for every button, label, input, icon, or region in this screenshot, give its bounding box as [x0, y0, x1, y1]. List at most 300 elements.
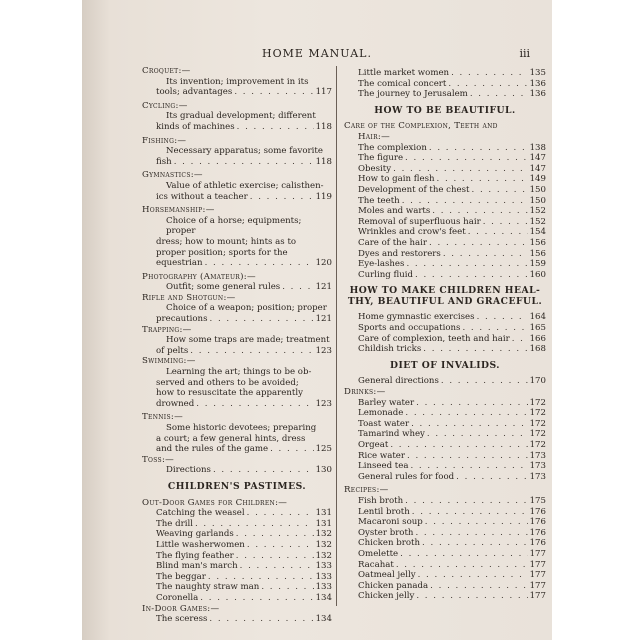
entry-page: 173 — [529, 450, 546, 461]
entry-text: Oatmeal jelly — [358, 570, 416, 581]
toc-entry — [344, 79, 546, 90]
toc-section-tennis — [142, 412, 332, 454]
entry-page: 131 — [315, 508, 332, 519]
indoor-games-list — [142, 614, 332, 625]
leader-dots — [416, 398, 527, 409]
entry-text: The drill — [156, 518, 193, 529]
toc-entry — [344, 312, 546, 323]
leader-dots — [448, 79, 527, 90]
leader-dots — [213, 465, 314, 476]
leader-dots — [443, 249, 528, 260]
entry-page: 118 — [315, 121, 332, 132]
entry-page: 132 — [315, 529, 332, 540]
toc-entry — [142, 444, 332, 455]
entry-text: Chicken broth — [358, 538, 421, 549]
toc-entry — [344, 461, 546, 472]
leader-dots — [234, 87, 313, 98]
entry-text: Directions — [166, 465, 211, 476]
leader-dots — [236, 551, 314, 562]
entry-text: Catching the weasel — [156, 508, 245, 519]
recipes-list — [344, 496, 546, 602]
leader-dots — [415, 270, 528, 281]
leader-dots — [441, 376, 528, 387]
leader-dots — [512, 334, 528, 345]
leader-dots — [425, 517, 528, 528]
entry-text: Wrinkles and crow's feet — [358, 227, 466, 238]
leader-dots — [422, 538, 528, 549]
entry-page: 177 — [529, 591, 546, 602]
entry-text: Care of the hair — [358, 237, 428, 248]
entry-page: 150 — [529, 195, 546, 206]
toc-section-cycling — [142, 101, 332, 133]
leader-dots — [418, 570, 528, 581]
subsection-label-drinks: Drinks:— — [344, 387, 386, 398]
entry-page: 160 — [529, 269, 546, 280]
entry-text: Necessary apparatus; some favorite — [166, 146, 323, 157]
toc-entry — [344, 517, 546, 528]
toc-entry — [344, 344, 546, 355]
entry-text: a court; a few general hints, dress — [156, 433, 306, 444]
toc-entry — [344, 549, 546, 560]
section-label: Toss:— — [142, 454, 175, 465]
section-label: Gymnastics:— — [142, 170, 203, 181]
toc-entry — [344, 560, 546, 571]
section-title-healthy-children-line1: HOW TO MAKE CHILDREN HEAL- — [349, 285, 541, 297]
section-label: Horsemanship:— — [142, 205, 215, 216]
entry-text: Fish broth — [358, 495, 404, 506]
toc-entry — [142, 593, 332, 604]
entry-text: Its gradual development; different — [166, 111, 316, 122]
entry-page: 117 — [315, 87, 332, 98]
leader-dots — [247, 508, 314, 519]
entry-page: 165 — [529, 323, 546, 334]
toc-entry — [142, 529, 332, 540]
leader-dots — [405, 496, 527, 507]
leader-dots — [416, 591, 527, 602]
book-page — [82, 0, 552, 640]
entry-text: ics without a teacher — [156, 191, 248, 202]
entry-page: 149 — [529, 174, 546, 185]
entry-text: dress; how to mount; hints as to — [156, 236, 297, 247]
entry-text: Lentil broth — [358, 506, 410, 517]
entry-text: Learning the art; things to be ob- — [166, 367, 312, 378]
toc-entry — [344, 334, 546, 345]
section-label: Trapping:— — [142, 324, 192, 335]
entry-page: 133 — [315, 582, 332, 593]
entry-text: The naughty straw man — [156, 582, 260, 593]
toc-entry — [344, 217, 546, 228]
leader-dots — [411, 419, 528, 430]
entry-page: 154 — [529, 227, 546, 238]
entry-page: 147 — [529, 163, 546, 174]
entry-page: 156 — [529, 248, 546, 259]
entry-text: The journey to Jerusalem — [358, 89, 468, 100]
toc-entry — [344, 451, 546, 462]
entry-page: 133 — [315, 561, 332, 572]
entry-text: Omelette — [358, 548, 399, 559]
entry-text: Outfit; some general rules — [166, 282, 281, 293]
entry-page: 166 — [529, 333, 546, 344]
entry-text: Chicken jelly — [358, 591, 415, 602]
leader-dots — [174, 157, 314, 168]
leader-dots — [405, 153, 528, 164]
toc-section-gymnastics — [142, 170, 332, 202]
toc-entry — [344, 440, 546, 451]
leader-dots — [407, 451, 528, 462]
entry-text: Orgeat — [358, 440, 389, 450]
toc-entry — [344, 153, 546, 164]
entry-text: The teeth — [358, 195, 400, 206]
entry-text: fish — [156, 156, 172, 167]
entry-text: Weaving garlands — [156, 529, 234, 540]
toc-entry — [344, 68, 546, 79]
entry-page: 176 — [529, 517, 546, 528]
leader-dots — [406, 259, 527, 270]
toc-entry — [344, 164, 546, 175]
leader-dots — [405, 408, 527, 419]
leader-dots — [400, 549, 527, 560]
entry-page: 152 — [529, 206, 546, 217]
toc-entry — [142, 122, 332, 133]
leader-dots — [282, 282, 313, 293]
entry-text: The complexion — [358, 142, 427, 153]
entry-text: Choice of a horse; equipments; proper — [166, 215, 302, 237]
section-label: Photography (Amateur):— — [142, 271, 256, 282]
leader-dots — [190, 346, 313, 357]
leader-dots — [470, 89, 528, 100]
entry-page: 121 — [315, 282, 332, 293]
leader-dots — [195, 519, 314, 530]
toc-entry — [142, 192, 332, 203]
section-label: Cycling:— — [142, 100, 188, 111]
leader-dots — [462, 323, 527, 334]
toc-entry — [142, 346, 332, 357]
entry-text: Chicken panada — [358, 580, 429, 591]
entry-page: 172 — [529, 397, 546, 408]
entry-text: kinds of machines — [156, 121, 235, 132]
entry-page: 120 — [315, 258, 332, 269]
entry-page: 131 — [315, 518, 332, 529]
entry-text: Curling fluid — [358, 269, 413, 280]
leader-dots — [250, 192, 314, 203]
subsection-label-outdoor: Out-Door Games for Children:— — [142, 497, 288, 508]
leader-dots — [393, 164, 527, 175]
entry-text: and the rules of the game — [156, 444, 269, 455]
section-label: Tennis:— — [142, 412, 183, 423]
entry-page: 170 — [529, 376, 546, 387]
toc-entry — [344, 538, 546, 549]
section-label: Croquet:— — [142, 66, 191, 76]
continued-games-list — [344, 68, 546, 100]
toc-entry — [344, 507, 546, 518]
leader-dots — [210, 314, 314, 325]
entry-page: 118 — [315, 156, 332, 167]
subsection-label-indoor: In-Door Games:— — [142, 603, 220, 614]
entry-page: 173 — [529, 461, 546, 472]
entry-text: Childish tricks — [358, 344, 422, 355]
entry-text: how to resuscitate the apparently — [156, 388, 303, 399]
entry-text: The flying feather — [156, 550, 234, 561]
entry-page: 134 — [315, 614, 332, 625]
toc-entry — [344, 143, 546, 154]
entry-page: 138 — [529, 142, 546, 153]
entry-page: 168 — [529, 344, 546, 355]
entry-text: General rules for food — [358, 471, 455, 482]
entry-page: 150 — [529, 184, 546, 195]
entry-text: Choice of a weapon; position; proper — [166, 303, 327, 314]
entry-page: 177 — [529, 580, 546, 591]
subsection-label-recipes: Recipes:— — [344, 485, 389, 496]
leader-dots — [477, 312, 528, 323]
entry-page: 119 — [315, 191, 332, 202]
entry-text: Racahat — [358, 559, 394, 570]
healthy-children-list — [344, 312, 546, 354]
leader-dots — [402, 196, 528, 207]
entry-page: 152 — [529, 216, 546, 227]
entry-page: 159 — [529, 259, 546, 270]
drinks-list — [344, 398, 546, 483]
leader-dots — [196, 399, 313, 410]
leader-dots — [410, 461, 527, 472]
leader-dots — [415, 528, 527, 539]
entry-text: Its invention; improvement in its — [166, 76, 309, 87]
toc-entry — [344, 227, 546, 238]
entry-text: Value of athletic exercise; calisthen- — [166, 180, 324, 191]
leader-dots — [247, 540, 314, 551]
leader-dots — [208, 572, 314, 583]
toc-entry — [142, 540, 332, 551]
entry-page: 123 — [315, 398, 332, 409]
entry-text: Rice water — [358, 450, 405, 461]
toc-entry — [344, 581, 546, 592]
entry-text: served and others to be avoided; — [156, 377, 299, 388]
toc-entry — [344, 185, 546, 196]
toc-entry — [142, 258, 332, 269]
toc-entry — [142, 561, 332, 572]
toc-section-rifle — [142, 293, 332, 325]
leader-dots — [390, 440, 527, 451]
entry-text: The sceress — [156, 614, 208, 625]
toc-entry — [344, 323, 546, 334]
toc-left-column — [142, 66, 332, 625]
toc-entry — [142, 582, 332, 593]
entry-page: 172 — [529, 408, 546, 419]
toc-entry — [142, 551, 332, 562]
entry-page: 123 — [315, 345, 332, 356]
section-label: Swimming:— — [142, 356, 196, 367]
entry-text: Care of complexion, teeth and hair — [358, 333, 510, 344]
entry-text: Oyster broth — [358, 527, 414, 538]
entry-text: proper position; sports for the — [156, 247, 288, 258]
leader-dots — [200, 593, 313, 604]
section-title-healthy-children-line2: THY, BEAUTIFUL AND GRACEFUL. — [347, 295, 543, 307]
leader-dots — [209, 614, 313, 625]
entry-page: 177 — [529, 548, 546, 559]
entry-page: 156 — [529, 237, 546, 248]
entry-page: 175 — [529, 495, 546, 506]
entry-text: Macaroni soup — [358, 517, 423, 528]
entry-text: Lemonade — [358, 408, 404, 419]
leader-dots — [429, 238, 528, 249]
section-title-diet-of-invalids: DIET OF INVALIDS. — [390, 359, 500, 371]
toc-section-toss — [142, 455, 332, 476]
entry-page: 125 — [315, 444, 332, 455]
entry-page: 121 — [315, 314, 332, 325]
leader-dots — [451, 68, 528, 79]
leader-dots — [427, 429, 528, 440]
toc-entry — [344, 270, 546, 281]
toc-entry — [142, 614, 332, 625]
leader-dots — [429, 143, 528, 154]
toc-entry — [344, 419, 546, 430]
toc-entry — [142, 314, 332, 325]
leader-dots — [471, 185, 527, 196]
toc-section-photography — [142, 272, 332, 293]
toc-entry — [344, 196, 546, 207]
section-label: Rifle and Shotgun:— — [142, 292, 236, 303]
entry-page: 176 — [529, 527, 546, 538]
toc-right-column — [344, 68, 546, 602]
entry-text: Little market women — [358, 68, 450, 78]
entry-text: of pelts — [156, 345, 189, 356]
entry-text: Sports and occupations — [358, 323, 461, 334]
toc-entry — [142, 282, 332, 293]
toc-entry — [344, 591, 546, 602]
entry-text: Coronella — [156, 592, 199, 603]
leader-dots — [468, 227, 528, 238]
leader-dots — [240, 561, 314, 572]
entry-text: Little washerwomen — [156, 539, 245, 550]
leader-dots — [430, 581, 527, 592]
entry-text: Linseed tea — [358, 461, 409, 472]
toc-section-horsemanship — [142, 205, 332, 269]
entry-text: Barley water — [358, 397, 415, 408]
subsection-label-care: Care of the Complexion, Teeth and — [344, 121, 498, 132]
leader-dots — [483, 217, 528, 228]
running-title: HOME MANUAL. — [262, 47, 372, 60]
care-list — [344, 143, 546, 281]
entry-page: 177 — [529, 570, 546, 581]
entry-page: 147 — [529, 153, 546, 164]
leader-dots — [261, 582, 313, 593]
toc-entry — [344, 238, 546, 249]
toc-entry — [142, 399, 332, 410]
section-title-childrens-pastimes: CHILDREN'S PASTIMES. — [167, 480, 307, 492]
toc-entry — [344, 408, 546, 419]
entry-text: tools; advantages — [156, 87, 233, 98]
leader-dots — [270, 444, 314, 455]
section-title-how-to-be-beautiful: HOW TO BE BEAUTIFUL. — [374, 104, 516, 116]
entry-text: Dyes and restorers — [358, 248, 441, 259]
entry-text: Moles and warts — [358, 206, 431, 217]
toc-entry — [344, 259, 546, 270]
toc-entry — [142, 465, 332, 476]
entry-text: The figure — [358, 153, 404, 164]
entry-text: Home gymnastic exercises — [358, 312, 475, 323]
toc-entry — [344, 570, 546, 581]
entry-text: equestrian — [156, 258, 203, 269]
entry-text: Blind man's march — [156, 561, 238, 572]
leader-dots — [396, 560, 528, 571]
toc-entry — [344, 496, 546, 507]
entry-text: How to gain flesh — [358, 174, 435, 185]
entry-text: Removal of superfluous hair — [358, 216, 481, 227]
entry-text: The comical concert — [358, 78, 447, 89]
entry-page: 133 — [315, 571, 332, 582]
entry-page: 177 — [529, 559, 546, 570]
toc-entry — [344, 89, 546, 100]
entry-text: Development of the chest — [358, 184, 470, 195]
entry-text: Obesity — [358, 163, 392, 174]
entry-page: 172 — [529, 418, 546, 429]
entry-page: 134 — [315, 592, 332, 603]
leader-dots — [456, 472, 527, 483]
toc-section-croquet — [142, 66, 332, 98]
entry-page: 136 — [529, 89, 546, 100]
entry-text: General directions — [358, 376, 439, 387]
toc-entry — [142, 508, 332, 519]
entry-text: Some historic devotees; preparing — [166, 423, 317, 433]
entry-page: 173 — [529, 471, 546, 482]
leader-dots — [432, 206, 527, 217]
toc-entry — [344, 174, 546, 185]
leader-dots — [423, 344, 527, 355]
section-label: Fishing:— — [142, 135, 187, 146]
toc-entry — [142, 157, 332, 168]
toc-entry — [344, 376, 546, 387]
entry-text: drowned — [156, 398, 195, 409]
entry-page: 176 — [529, 538, 546, 549]
leader-dots — [237, 122, 314, 133]
entry-text: Eye-lashes — [358, 259, 405, 270]
toc-entry — [344, 398, 546, 409]
entry-text: How some traps are made; treatment — [166, 335, 330, 346]
page-number: iii — [519, 47, 530, 60]
entry-page: 164 — [529, 312, 546, 323]
entry-text: Tamarind whey — [358, 429, 425, 440]
entry-page: 136 — [529, 78, 546, 89]
entry-page: 130 — [315, 465, 332, 476]
toc-section-swimming — [142, 356, 332, 409]
entry-page: 135 — [529, 68, 546, 78]
toc-entry — [344, 249, 546, 260]
toc-entry — [344, 206, 546, 217]
leader-dots — [236, 529, 314, 540]
toc-entry — [344, 429, 546, 440]
toc-section-trapping — [142, 325, 332, 357]
entry-page: 132 — [315, 550, 332, 561]
entry-page: 176 — [529, 506, 546, 517]
page-header — [82, 47, 552, 63]
leader-dots — [205, 258, 314, 269]
leader-dots — [437, 174, 528, 185]
toc-section-fishing — [142, 136, 332, 168]
entry-page: 132 — [315, 539, 332, 550]
toc-entry — [344, 528, 546, 539]
entry-text: The beggar — [156, 571, 206, 582]
toc-entry — [142, 519, 332, 530]
entry-text: Toast water — [358, 418, 410, 429]
entry-text: precautions — [156, 314, 208, 325]
entry-page: 172 — [529, 429, 546, 440]
leader-dots — [412, 507, 528, 518]
toc-entry — [142, 87, 332, 98]
outdoor-games-list — [142, 508, 332, 603]
toc-entry — [142, 572, 332, 583]
subsection-label-care-continued: Hair:— — [358, 131, 391, 142]
column-divider — [336, 66, 337, 606]
toc-entry — [344, 472, 546, 483]
